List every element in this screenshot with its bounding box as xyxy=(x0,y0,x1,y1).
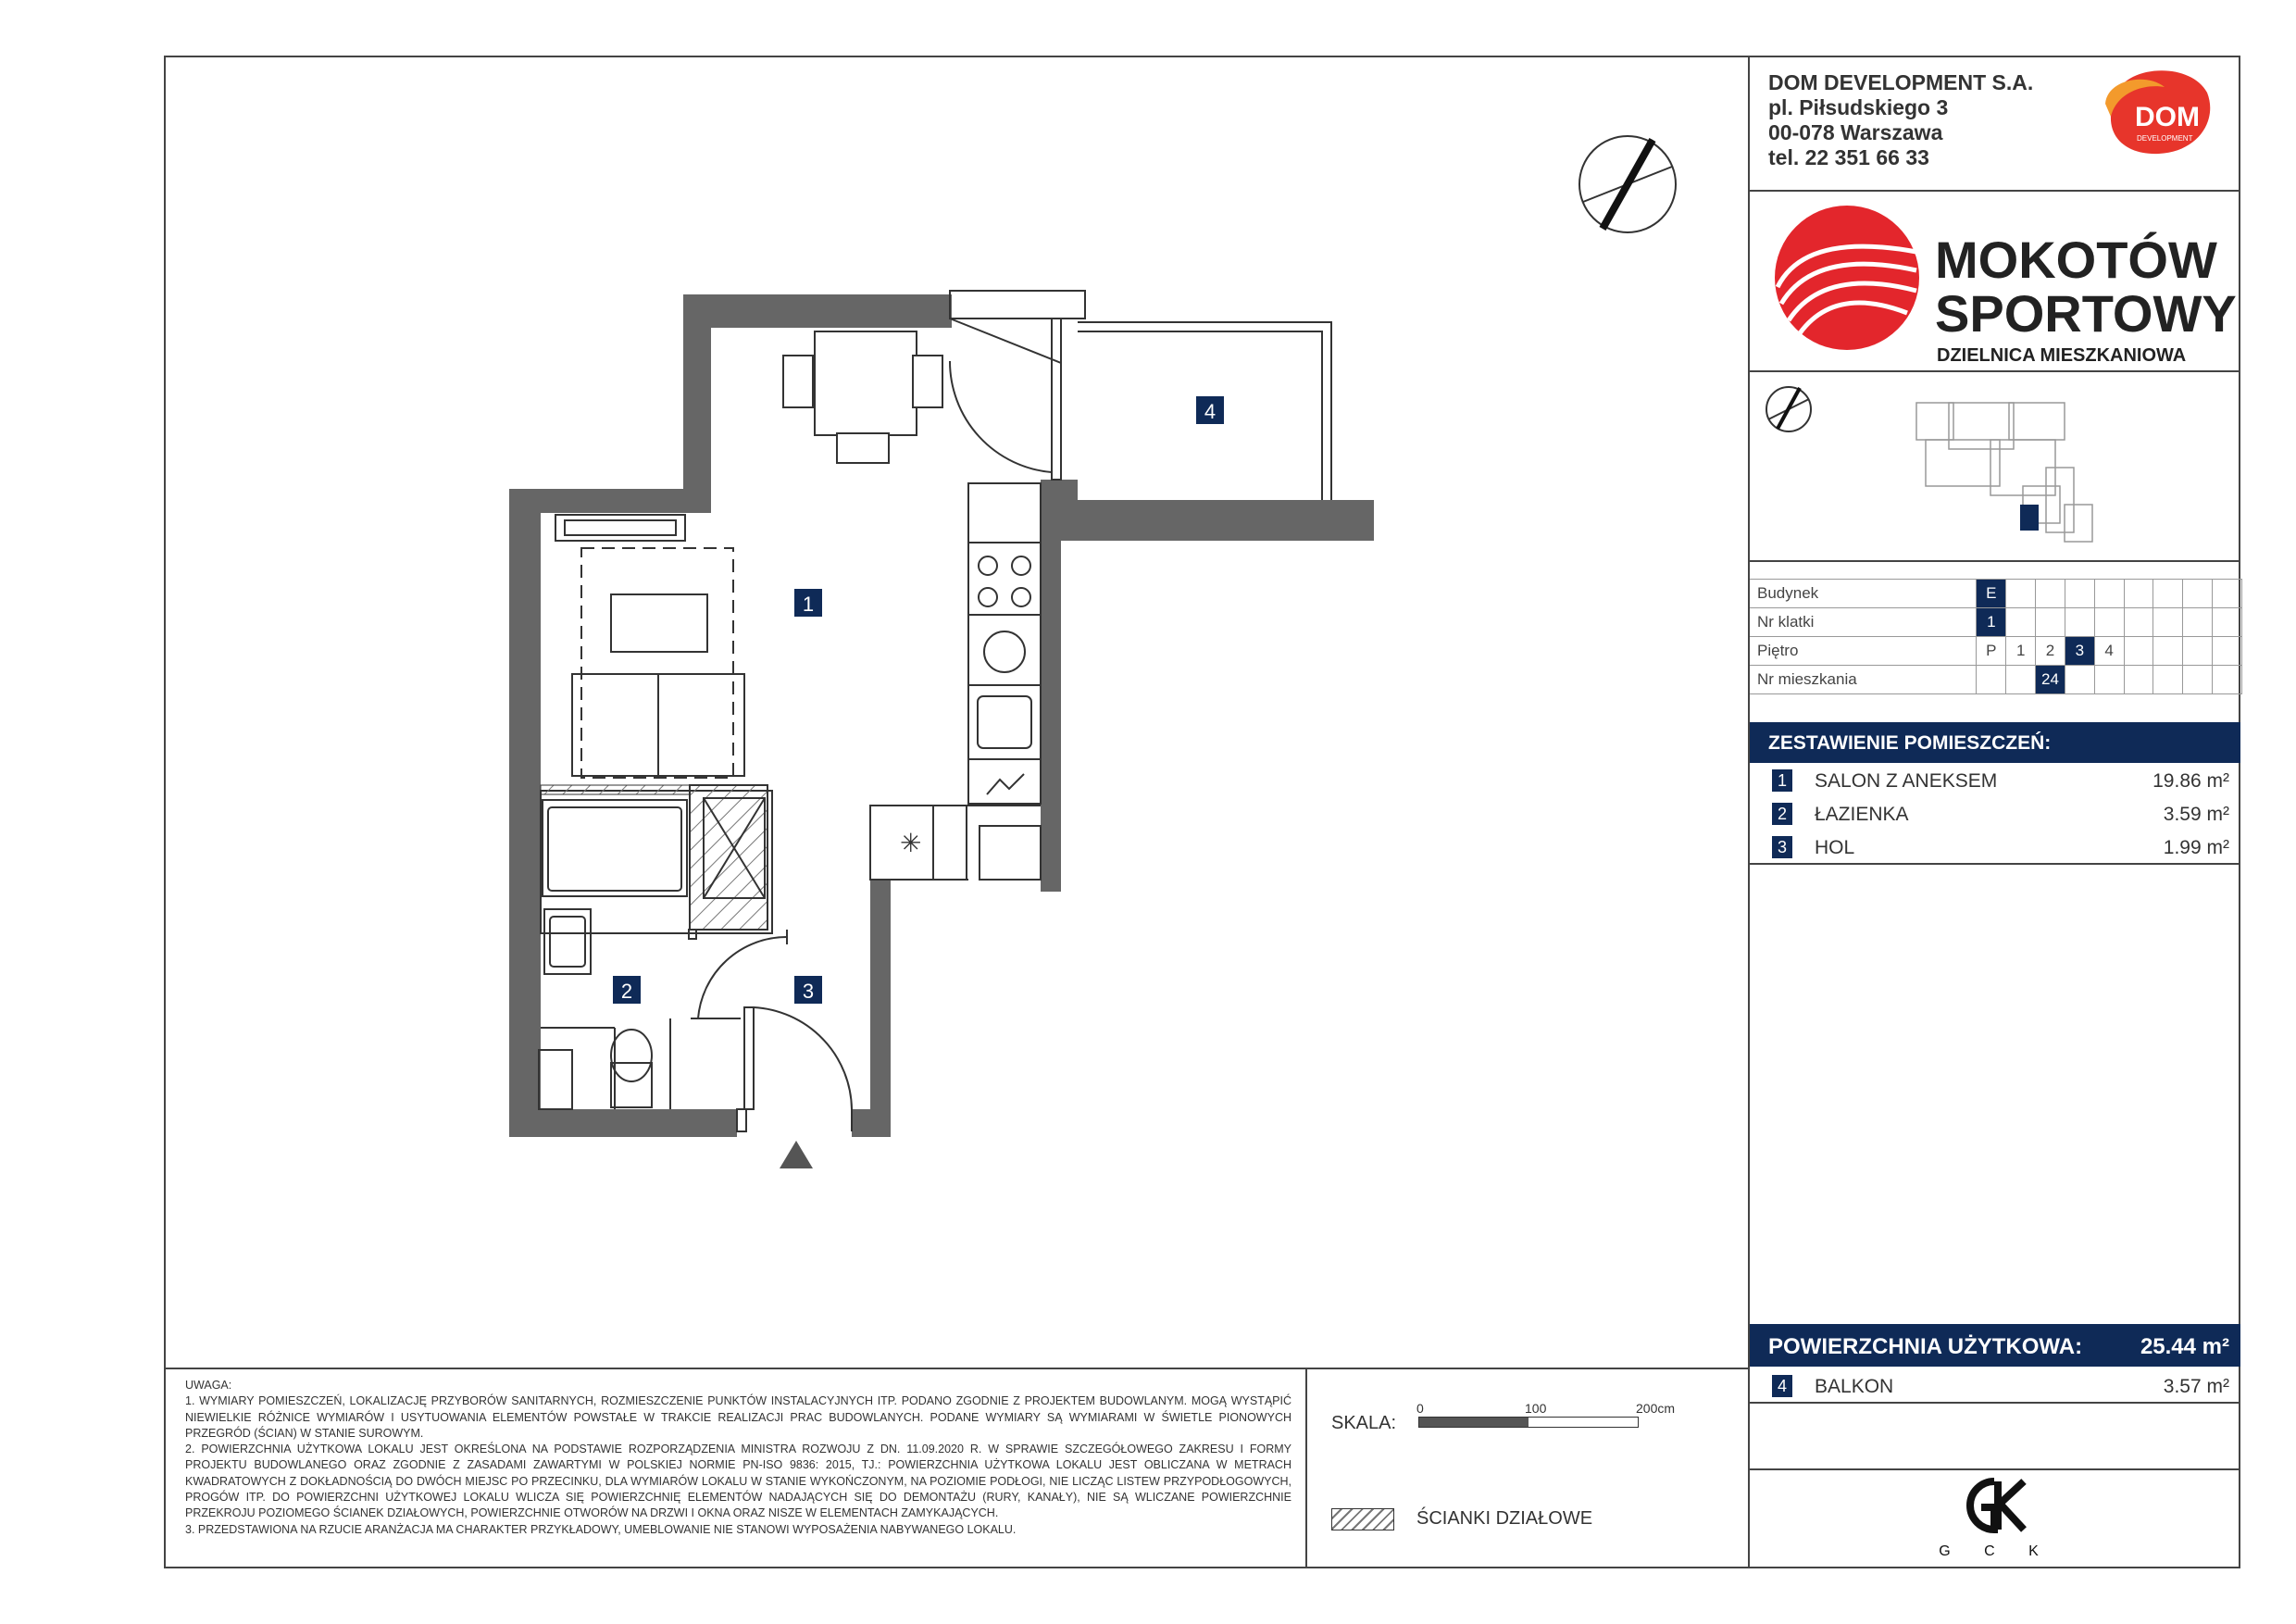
unit-info-cell xyxy=(2153,666,2183,694)
unit-info-cell xyxy=(2183,580,2213,608)
unit-info-cell: 2 xyxy=(2036,637,2065,666)
unit-info-cell: E xyxy=(1977,580,2006,608)
kitchen-counter xyxy=(968,483,1041,804)
bathroom-fixtures xyxy=(539,909,652,1109)
usable-area-bar xyxy=(1750,1324,2240,1367)
unit-info-cell xyxy=(2065,608,2094,637)
partition-legend-label: ŚCIANKI DZIAŁOWE xyxy=(1416,1508,1593,1529)
walls xyxy=(509,294,1374,1137)
unit-info-cell xyxy=(2006,608,2036,637)
unit-info-cell xyxy=(2153,608,2183,637)
unit-info-cell xyxy=(2124,580,2153,608)
unit-info-cell xyxy=(2153,637,2183,666)
notes-title: UWAGA: xyxy=(185,1379,232,1392)
unit-info-cell: 1 xyxy=(1977,608,2006,637)
notes xyxy=(185,1378,1292,1538)
unit-info-row xyxy=(1750,637,2242,666)
scale-legend xyxy=(1305,1368,1748,1568)
gck-logo xyxy=(1939,1474,2053,1563)
unit-info-row xyxy=(1750,580,2242,608)
unit-info-cell xyxy=(2036,608,2065,637)
unit-info-cell xyxy=(2094,608,2124,637)
room-row: 2 ŁAZIENKA 3.59 m² xyxy=(1750,796,2240,830)
info-panel xyxy=(1748,56,2240,1568)
note-3: 3. PRZEDSTAWIONA NA RZUCIE ARANŻACJA MA CHARAKTER PRZYKŁADOWY, UMEBLOWANIE NIE STANOWI WYPOSAŻENIA NABYWANEGO LOKALU. xyxy=(185,1522,1017,1536)
partition-legend-icon xyxy=(1331,1508,1394,1530)
company-city: 00-078 Warszawa xyxy=(1768,120,1943,144)
svg-text:4: 4 xyxy=(1204,400,1217,423)
unit-info-cell xyxy=(2183,608,2213,637)
unit-info-cell xyxy=(2094,580,2124,608)
unit-info-cell xyxy=(2094,666,2124,694)
unit-info-cell xyxy=(2153,580,2183,608)
unit-info-cell xyxy=(2006,580,2036,608)
unit-info-cell xyxy=(2006,666,2036,694)
wall-top xyxy=(683,294,952,328)
unit-info-cell xyxy=(2213,580,2242,608)
room-row: 1 SALON Z ANEKSEM 19.86 m² xyxy=(1750,763,2240,796)
svg-text:DZIELNICA MIESZKANIOWA: DZIELNICA MIESZKANIOWA xyxy=(1937,345,2187,366)
rooms-header: ZESTAWIENIE POMIESZCZEŃ: xyxy=(1750,722,2240,763)
unit-info-cell xyxy=(2213,666,2242,694)
unit-info-label: Nr klatki xyxy=(1750,608,1977,637)
key-plan xyxy=(1750,375,2242,560)
company-name: DOM DEVELOPMENT S.A. xyxy=(1768,70,2034,94)
unit-info-cell xyxy=(2213,637,2242,666)
svg-text:✳: ✳ xyxy=(900,829,922,857)
unit-info-cell xyxy=(2036,580,2065,608)
company-street: pl. Piłsudskiego 3 xyxy=(1768,95,1949,119)
unit-info-table xyxy=(1750,579,2242,694)
wardrobe xyxy=(870,806,1041,880)
balcony-door xyxy=(950,291,1085,480)
scale-tick-0: 0 xyxy=(1416,1401,1424,1416)
scale-bar xyxy=(1418,1417,1639,1428)
balcony-slab xyxy=(1041,500,1374,541)
company-address xyxy=(1768,70,2033,170)
unit-info-label: Nr mieszkania xyxy=(1750,666,1977,694)
svg-text:2: 2 xyxy=(620,980,633,1003)
svg-text:DOM: DOM xyxy=(2135,102,2200,132)
unit-info-cell xyxy=(1977,666,2006,694)
svg-text:SPORTOWY: SPORTOWY xyxy=(1935,284,2237,343)
note-2: 2. POWIERZCHNIA UŻYTKOWA LOKALU JEST OKREŚLONA NA PODSTAWIE ROZPORZĄDZENIA MINISTRA ROZWOJU Z DN. 11.09.2020 R. W SPRAWIE SZCZEGÓŁOWEGO ZAKRESU I FORMY PROJEKTU BUDOWLANEGO ORAZ ZGODNIE Z ZASADAMI ZAWARTYMI W POLSKIEJ NORMIE PN-ISO 9836: 2015, TJ.: POWIERZCHNIA UŻYTKOWA LOKALU JEST OBLICZANA W METRACH KWADRATOWYCH Z DOKŁADNOŚCIĄ DO DWÓCH MIEJSC PO PRZECINKU, DLA WYMIARÓW LOKALU W STANIE WYKOŃCZONYM, NA POZIOMIE PODŁOGI, NIE LICZĄC LISTEW PRZYPODŁOGOWYCH, PROGÓW ITP. DO POWIERZCHNI UŻYTKOWEJ LOKALU WLICZA SIĘ POWIERZCHNIĘ ELEMENTÓW NADAJĄCYCH SIĘ DO DEMONTAŻU (RURY, KANAŁY), NIE SĄ WLICZANE POWIERZCHNIE PRZEKROJU POZIOMEGO ŚCIANEK DZIAŁOWYCH, POWIERZCHNIE OTWORÓW NA DRZWI I OKNA ORAZ NISZE W ELEMENTACH ZAMYKAJĄCYCH. xyxy=(185,1443,1292,1520)
sofa xyxy=(555,515,744,778)
unit-info-cell xyxy=(2124,666,2153,694)
room-row: 3 HOL 1.99 m² xyxy=(1750,830,2240,865)
unit-info-cell: 4 xyxy=(2094,637,2124,666)
scale-tick-200: 200cm xyxy=(1636,1401,1676,1416)
note-1: 1. WYMIARY POMIESZCZEŃ, LOKALIZACJĘ PRZYBORÓW SANITARNYCH, ROZMIESZCZENIE PUNKTÓW INSTALACYJNYCH ITP. PODANO ZGODNIE Z PROJEKTEM BUDOWLANYM. MOGĄ WYSTĄPIĆ NIEWIELKIE RÓŻNICE WYMIARÓW I USYTUOWANIA ELEMENTÓW POWSTAŁE W TRAKCIE REALIZACJI PRAC BUDOWLANYCH. PODANE WYMIARY SĄ WYMIARAMI W ŚWIETLE PIONOWYCH PRZEGRÓD (ŚCIAN) W STANIE SUROWYM. xyxy=(185,1394,1292,1440)
dining-table xyxy=(783,331,942,463)
unit-info-label: Budynek xyxy=(1750,580,1977,608)
usable-area-label: POWIERZCHNIA UŻYTKOWA: xyxy=(1768,1334,2083,1359)
balcony-row: 4 BALKON 3.57 m² xyxy=(1750,1368,2240,1404)
svg-text:G C K: G C K xyxy=(1939,1543,2053,1559)
unit-info-cell: P xyxy=(1977,637,2006,666)
usable-area-value: 25.44 m² xyxy=(2140,1334,2229,1359)
entrance-arrow-icon xyxy=(780,1141,813,1168)
unit-info-cell: 1 xyxy=(2006,637,2036,666)
company-phone: tel. 22 351 66 33 xyxy=(1768,145,1929,169)
bathroom-door xyxy=(689,930,787,1018)
svg-text:1: 1 xyxy=(802,593,815,616)
unit-info-cell xyxy=(2213,608,2242,637)
unit-info-cell xyxy=(2183,666,2213,694)
unit-info-cell xyxy=(2065,580,2094,608)
scale-tick-100: 100 xyxy=(1525,1401,1547,1416)
svg-text:DEVELOPMENT: DEVELOPMENT xyxy=(2137,134,2193,143)
unit-info-cell xyxy=(2065,666,2094,694)
unit-info-row xyxy=(1750,608,2242,637)
north-arrow-icon xyxy=(1579,136,1676,232)
unit-info-cell xyxy=(2124,608,2153,637)
dom-development-logo xyxy=(2089,67,2218,159)
svg-text:3: 3 xyxy=(802,980,815,1003)
mokotow-sportowy-logo xyxy=(1768,204,2237,366)
unit-info-cell: 3 xyxy=(2065,637,2094,666)
unit-info-cell xyxy=(2183,637,2213,666)
entrance-door xyxy=(737,1007,852,1131)
scale-label: SKALA: xyxy=(1331,1413,1397,1433)
unit-info-label: Piętro xyxy=(1750,637,1977,666)
unit-info-cell xyxy=(2124,637,2153,666)
svg-text:MOKOTÓW: MOKOTÓW xyxy=(1935,231,2217,289)
unit-info-row xyxy=(1750,666,2242,694)
unit-info-cell: 24 xyxy=(2036,666,2065,694)
